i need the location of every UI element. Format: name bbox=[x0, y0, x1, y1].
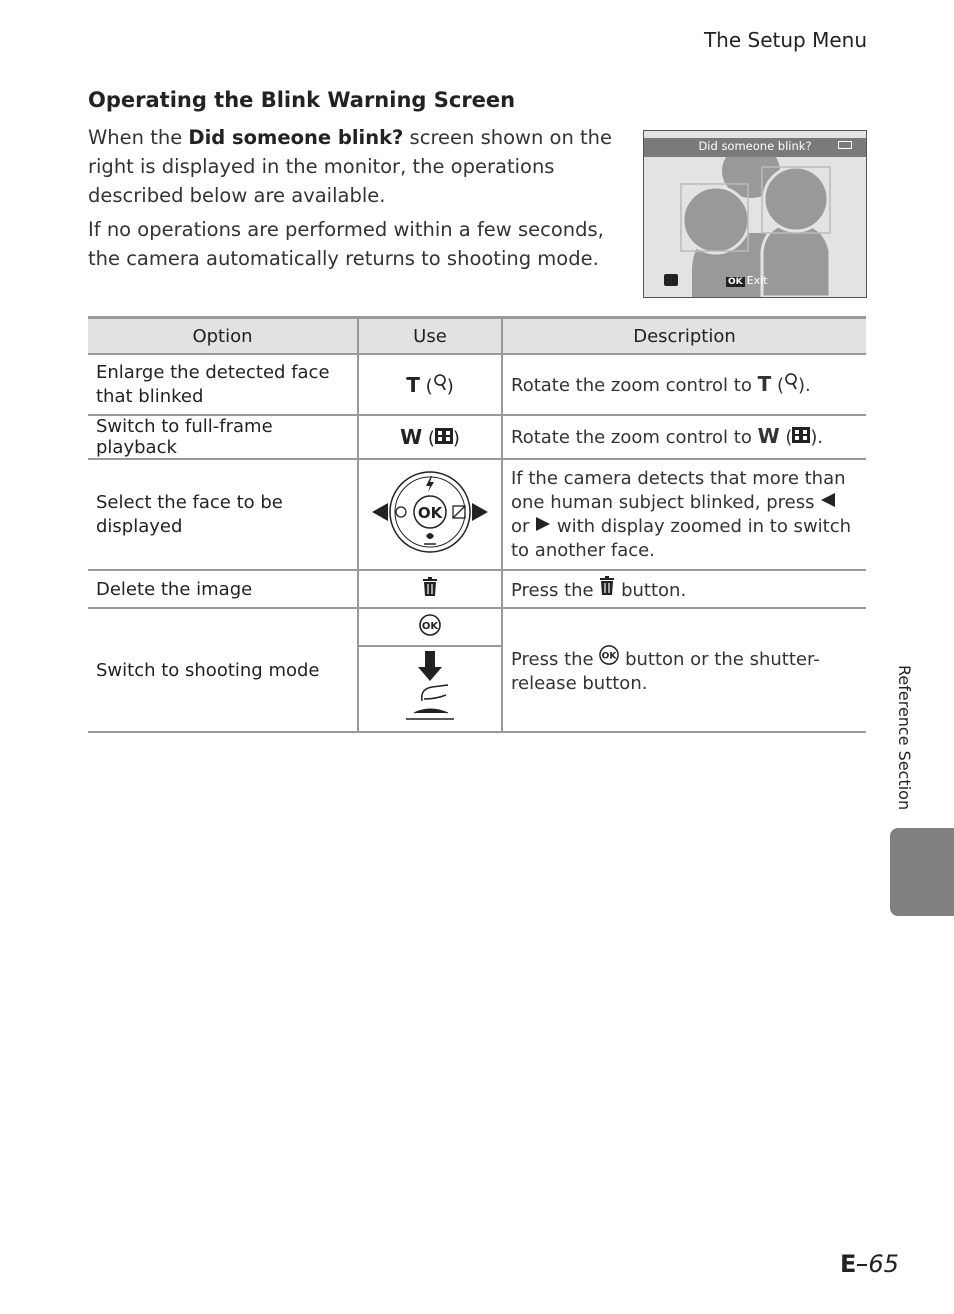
table-header-row bbox=[88, 318, 866, 355]
svg-text:OK: OK bbox=[417, 504, 443, 522]
desc-text: Press the bbox=[511, 648, 600, 670]
intro-paragraph-1 bbox=[88, 123, 613, 210]
column-header-use: Use bbox=[358, 318, 502, 355]
magnify-icon bbox=[784, 373, 798, 391]
desc-text: Rotate the zoom control to bbox=[511, 374, 758, 396]
operations-table bbox=[88, 316, 866, 733]
camera-monitor-illustration bbox=[643, 130, 867, 298]
intro-p1-start: When the bbox=[88, 126, 189, 149]
zoom-icon bbox=[664, 274, 678, 286]
use-cell bbox=[358, 570, 502, 608]
option-cell: Select the face to be displayed bbox=[88, 459, 358, 570]
description-cell bbox=[502, 570, 866, 608]
use-cell bbox=[358, 459, 502, 570]
table-row bbox=[88, 354, 866, 415]
desc-text-end: ). bbox=[810, 427, 824, 448]
intro-p1-bold: Did someone blink? bbox=[188, 126, 404, 149]
desc-text-end: button or the shutter-release button. bbox=[511, 648, 820, 694]
wide-letter: W bbox=[757, 424, 780, 448]
magnify-icon bbox=[433, 374, 447, 392]
page-number bbox=[840, 1250, 899, 1278]
wide-letter: W bbox=[400, 425, 423, 449]
use-cell bbox=[358, 354, 502, 415]
desc-text: Rotate the zoom control to bbox=[511, 427, 758, 448]
thumbnail-icon bbox=[435, 428, 453, 444]
ok-button-icon bbox=[599, 645, 619, 665]
battery-icon bbox=[838, 141, 852, 149]
column-header-description: Description bbox=[502, 318, 866, 355]
table-row bbox=[88, 415, 866, 459]
thumbnail-icon bbox=[792, 427, 810, 443]
use-cell bbox=[358, 415, 502, 459]
option-cell: Delete the image bbox=[88, 570, 358, 608]
description-cell: Rotate the zoom control to T ( ). bbox=[502, 354, 866, 415]
exit-label: Exit bbox=[746, 274, 768, 287]
intro-paragraph-2: If no operations are performed within a few seconds, the camera automatically returns to shooting mode. bbox=[88, 218, 604, 270]
option-cell: Switch to full-frame playback bbox=[88, 415, 358, 459]
ok-button-icon bbox=[419, 614, 441, 636]
desc-text-end: ). bbox=[797, 374, 811, 396]
paren-open: ( bbox=[419, 375, 433, 397]
description-cell bbox=[502, 608, 866, 732]
use-cell bbox=[358, 608, 502, 646]
table-row bbox=[88, 570, 866, 608]
multi-selector-icon bbox=[368, 466, 492, 558]
intro-p1-end: screen shown on the right is displayed in the monitor, the operations described below are available. bbox=[88, 126, 613, 207]
desc-text: Press the bbox=[511, 579, 600, 601]
table-row bbox=[88, 459, 866, 570]
shutter-release-icon bbox=[402, 649, 458, 725]
reference-e-icon: E bbox=[840, 1250, 857, 1278]
left-arrow-icon bbox=[820, 492, 836, 508]
ok-label: OK bbox=[728, 277, 743, 287]
page-title: Operating the Blink Warning Screen bbox=[88, 88, 516, 112]
page-number-value: 65 bbox=[868, 1250, 899, 1278]
section-header: The Setup Menu bbox=[703, 28, 867, 52]
section-tab bbox=[890, 828, 954, 916]
trash-icon bbox=[422, 577, 438, 597]
option-cell: Switch to shooting mode bbox=[88, 608, 358, 732]
desc-text-end: with display zoomed in to switch to another face. bbox=[511, 515, 852, 561]
desc-text-mid: or bbox=[511, 515, 536, 537]
desc-text: If the camera detects that more than one human subject blinked, press bbox=[511, 467, 846, 513]
paren-close: ) bbox=[452, 428, 460, 449]
svg-text:OK: OK bbox=[601, 651, 617, 662]
svg-text:OK: OK bbox=[421, 620, 439, 632]
tele-letter: T bbox=[757, 371, 772, 396]
desc-text-end: button. bbox=[615, 579, 687, 601]
use-cell bbox=[358, 646, 502, 732]
ok-exit-hint bbox=[726, 274, 769, 287]
intro-text bbox=[88, 123, 613, 278]
paren-close: ) bbox=[446, 375, 454, 397]
column-header-option: Option bbox=[88, 318, 358, 355]
tele-letter: T bbox=[406, 372, 420, 397]
description-cell: Rotate the zoom control to W ( ). bbox=[502, 415, 866, 459]
table-row bbox=[88, 608, 866, 646]
camera-screen-title: Did someone blink? bbox=[698, 139, 812, 153]
option-cell: Enlarge the detected face that blinked bbox=[88, 354, 358, 415]
trash-icon bbox=[599, 576, 615, 596]
right-arrow-icon bbox=[535, 516, 551, 532]
paren-open: ( bbox=[422, 428, 435, 449]
description-cell bbox=[502, 459, 866, 570]
section-side-label: Reference Section bbox=[895, 665, 914, 811]
